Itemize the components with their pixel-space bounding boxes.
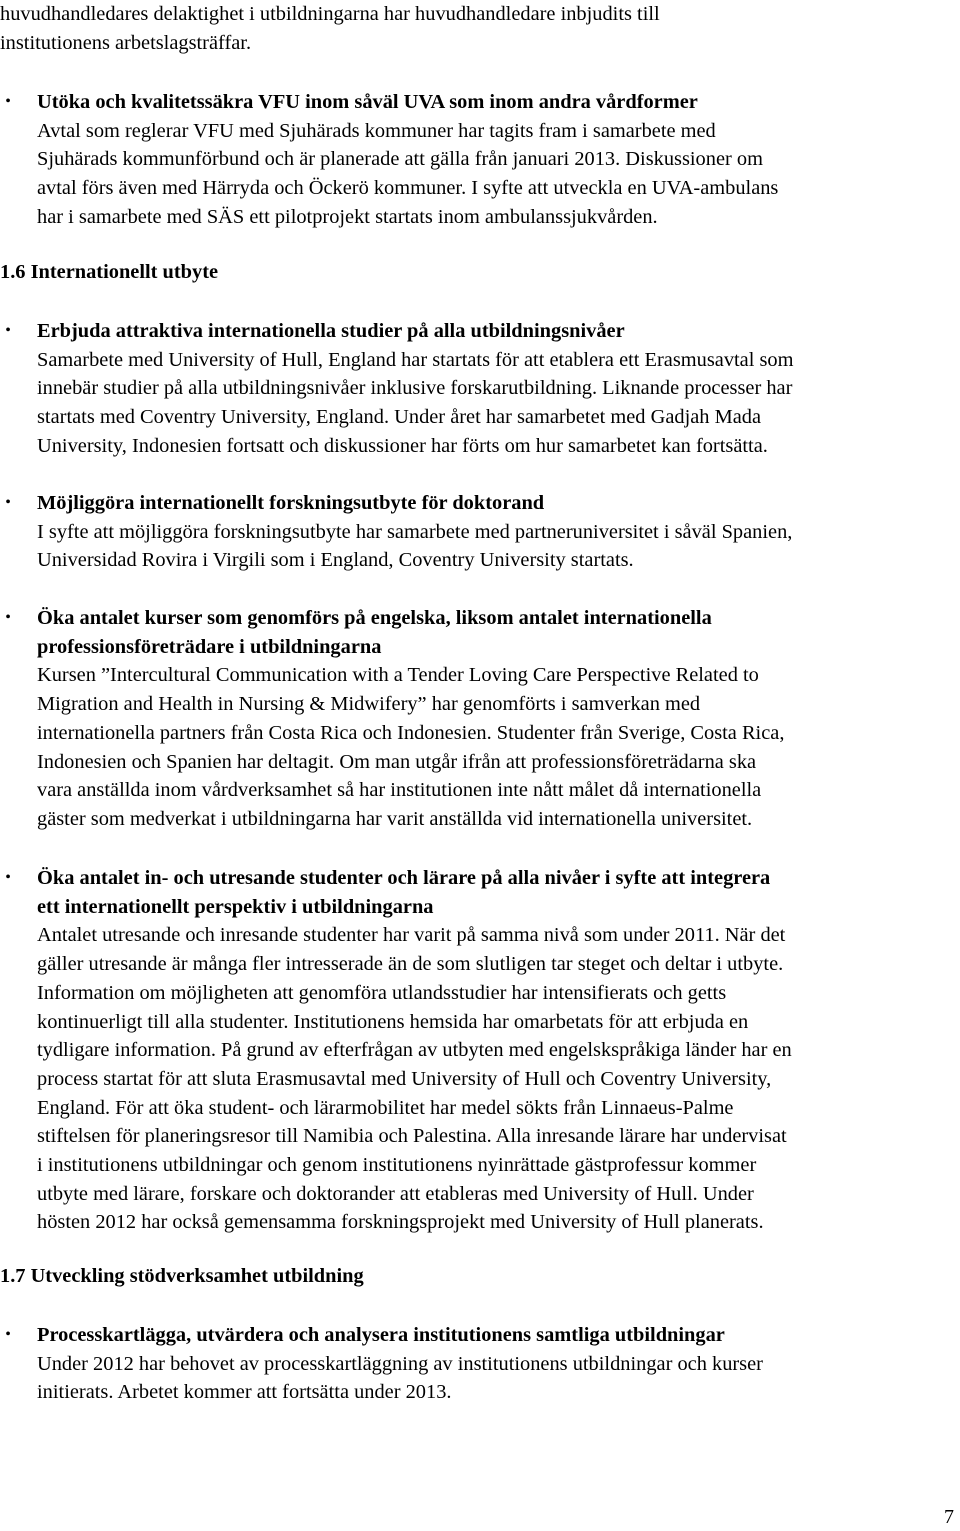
- bullet-icon: •: [5, 494, 11, 511]
- exchange-students-line: tydligare information. På grund av efterfrågan av utbyten med engelskspråkiga länder har en: [37, 1039, 792, 1062]
- exchange-students-line: utbyte med lärare, forskare och doktorander att etableras med University of Hull. Under: [37, 1182, 754, 1205]
- exchange-students-line: stiftelsen för planeringsresor till Namibia och Palestina. Alla inresande lärare har undervisat: [37, 1125, 787, 1148]
- bullet-icon: •: [5, 609, 11, 626]
- english-courses-line: gäster som medverkat i utbildningarna har varit anställda vid internationella universitet.: [37, 807, 753, 830]
- exchange-students-line: Information om möjligheten att genomföra utlandsstudier har intensifierats och getts: [37, 981, 727, 1004]
- english-courses-line: Migration and Health in Nursing & Midwifery” har genomförts i samverkan med: [37, 693, 701, 716]
- english-courses-line: internationella partners från Costa Rica och Indonesien. Studenter från Sverige, Costa Rica,: [37, 721, 785, 744]
- bullet-icon: •: [5, 93, 11, 110]
- research-exchange-line: Universidad Rovira i Virgili som i England, Coventry University startats.: [37, 549, 634, 572]
- bullet-icon: •: [5, 322, 11, 339]
- exchange-students-line: England. För att öka student- och lärarmobilitet har medel sökts från Linnaeus-Palme: [37, 1096, 734, 1119]
- research-exchange-item: [37, 489, 792, 575]
- vfu-item: [37, 88, 778, 232]
- intl-studies-line: startats med Coventry University, England. Under året har samarbetet med Gadjah Mada: [37, 406, 762, 429]
- vfu-line: Sjuhärads kommunförbund och är planerade att gälla från januari 2013. Diskussioner om: [37, 148, 763, 171]
- exchange-students-line: hösten 2012 har också gemensamma forskningsprojekt med University of Hull planerats.: [37, 1211, 764, 1234]
- intro-line: institutionens arbetslagsträffar.: [0, 31, 252, 54]
- research-exchange-heading: Möjliggöra internationellt forskningsutbyte för doktorand: [37, 492, 545, 514]
- vfu-line: avtal förs även med Härryda och Öckerö kommuner. I syfte att utveckla en UVA-ambulans: [37, 177, 779, 200]
- intro-line: huvudhandledares delaktighet i utbildningarna har huvudhandledare inbjudits till: [0, 3, 660, 25]
- exchange-students-line: i institutionens utbildningar och genom institutionens nyinrättade gästprofessur kommer: [37, 1154, 757, 1177]
- exchange-students-line: kontinuerligt till alla studenter. Institutionens hemsida har omarbetats för att erbjuda en: [37, 1010, 749, 1033]
- process-mapping-item: [37, 1321, 763, 1407]
- process-mapping-heading: Processkartlägga, utvärdera och analysera institutionens samtliga utbildningar: [37, 1324, 725, 1346]
- english-courses-heading: Öka antalet kurser som genomförs på engelska, liksom antalet internationella: [37, 607, 712, 629]
- english-courses-line: vara anställda inom vårdverksamhet så har institutionen inte nått målet då internationella: [37, 779, 762, 802]
- exchange-students-line: gäller utresande är många fler intresserade än de som slutligen tar steget och deltar i utbyte.: [37, 953, 784, 976]
- english-courses-heading: professionsföreträdare i utbildningarna: [37, 635, 382, 658]
- exchange-students-heading: ett internationellt perspektiv i utbildningarna: [37, 895, 434, 918]
- intl-studies-item: [37, 317, 794, 461]
- vfu-line: Avtal som reglerar VFU med Sjuhärads kommuner har tagits fram i samarbete med: [37, 119, 716, 142]
- intro-paragraph: [0, 0, 660, 57]
- english-courses-line: Kursen ”Intercultural Communication with a Tender Loving Care Perspective Related to: [37, 664, 759, 687]
- vfu-heading: Utöka och kvalitetssäkra VFU inom såväl UVA som inom andra vårdformer: [37, 91, 698, 113]
- process-mapping-line: initierats. Arbetet kommer att fortsätta under 2013.: [37, 1381, 452, 1404]
- bullet-icon: •: [5, 1326, 11, 1343]
- intl-studies-line: University, Indonesien fortsatt och diskussioner har förts om hur samarbetet kan fortsätta.: [37, 434, 768, 457]
- intl-studies-heading: Erbjuda attraktiva internationella studier på alla utbildningsnivåer: [37, 320, 625, 342]
- english-courses-line: Indonesien och Spanien har deltagit. Om man utgår ifrån att professionsföreträdarna ska: [37, 750, 757, 773]
- process-mapping-line: Under 2012 har behovet av processkartläggning av institutionens utbildningar och kurser: [37, 1352, 763, 1375]
- section-title-1-6: 1.6 Internationellt utbyte: [0, 261, 219, 283]
- intl-studies-line: innebär studier på alla utbildningsnivåer inklusive forskarutbildning. Liknande processer har: [37, 377, 793, 400]
- english-courses-item: [37, 604, 784, 834]
- research-exchange-line: I syfte att möjliggöra forskningsutbyte har samarbete med partneruniversitet i såväl Spanien,: [37, 520, 793, 543]
- exchange-students-heading: Öka antalet in- och utresande studenter och lärare på alla nivåer i syfte att integrera: [37, 867, 771, 889]
- vfu-line: har i samarbete med SÄS ett pilotprojekt startats inom ambulanssjukvården.: [37, 205, 658, 228]
- bullet-icon: •: [5, 869, 11, 886]
- section-title-1-7: 1.7 Utveckling stödverksamhet utbildning: [0, 1265, 364, 1287]
- exchange-students-line: Antalet utresande och inresande studenter har varit på samma nivå som under 2011. När det: [37, 924, 786, 947]
- intl-studies-line: Samarbete med University of Hull, England har startats för att etablera ett Erasmusavtal som: [37, 348, 794, 371]
- exchange-students-line: process startat för att sluta Erasmusavtal med University of Hull och Coventry University,: [37, 1067, 772, 1090]
- page-number: 7: [944, 1506, 954, 1528]
- exchange-students-item: [37, 864, 792, 1237]
